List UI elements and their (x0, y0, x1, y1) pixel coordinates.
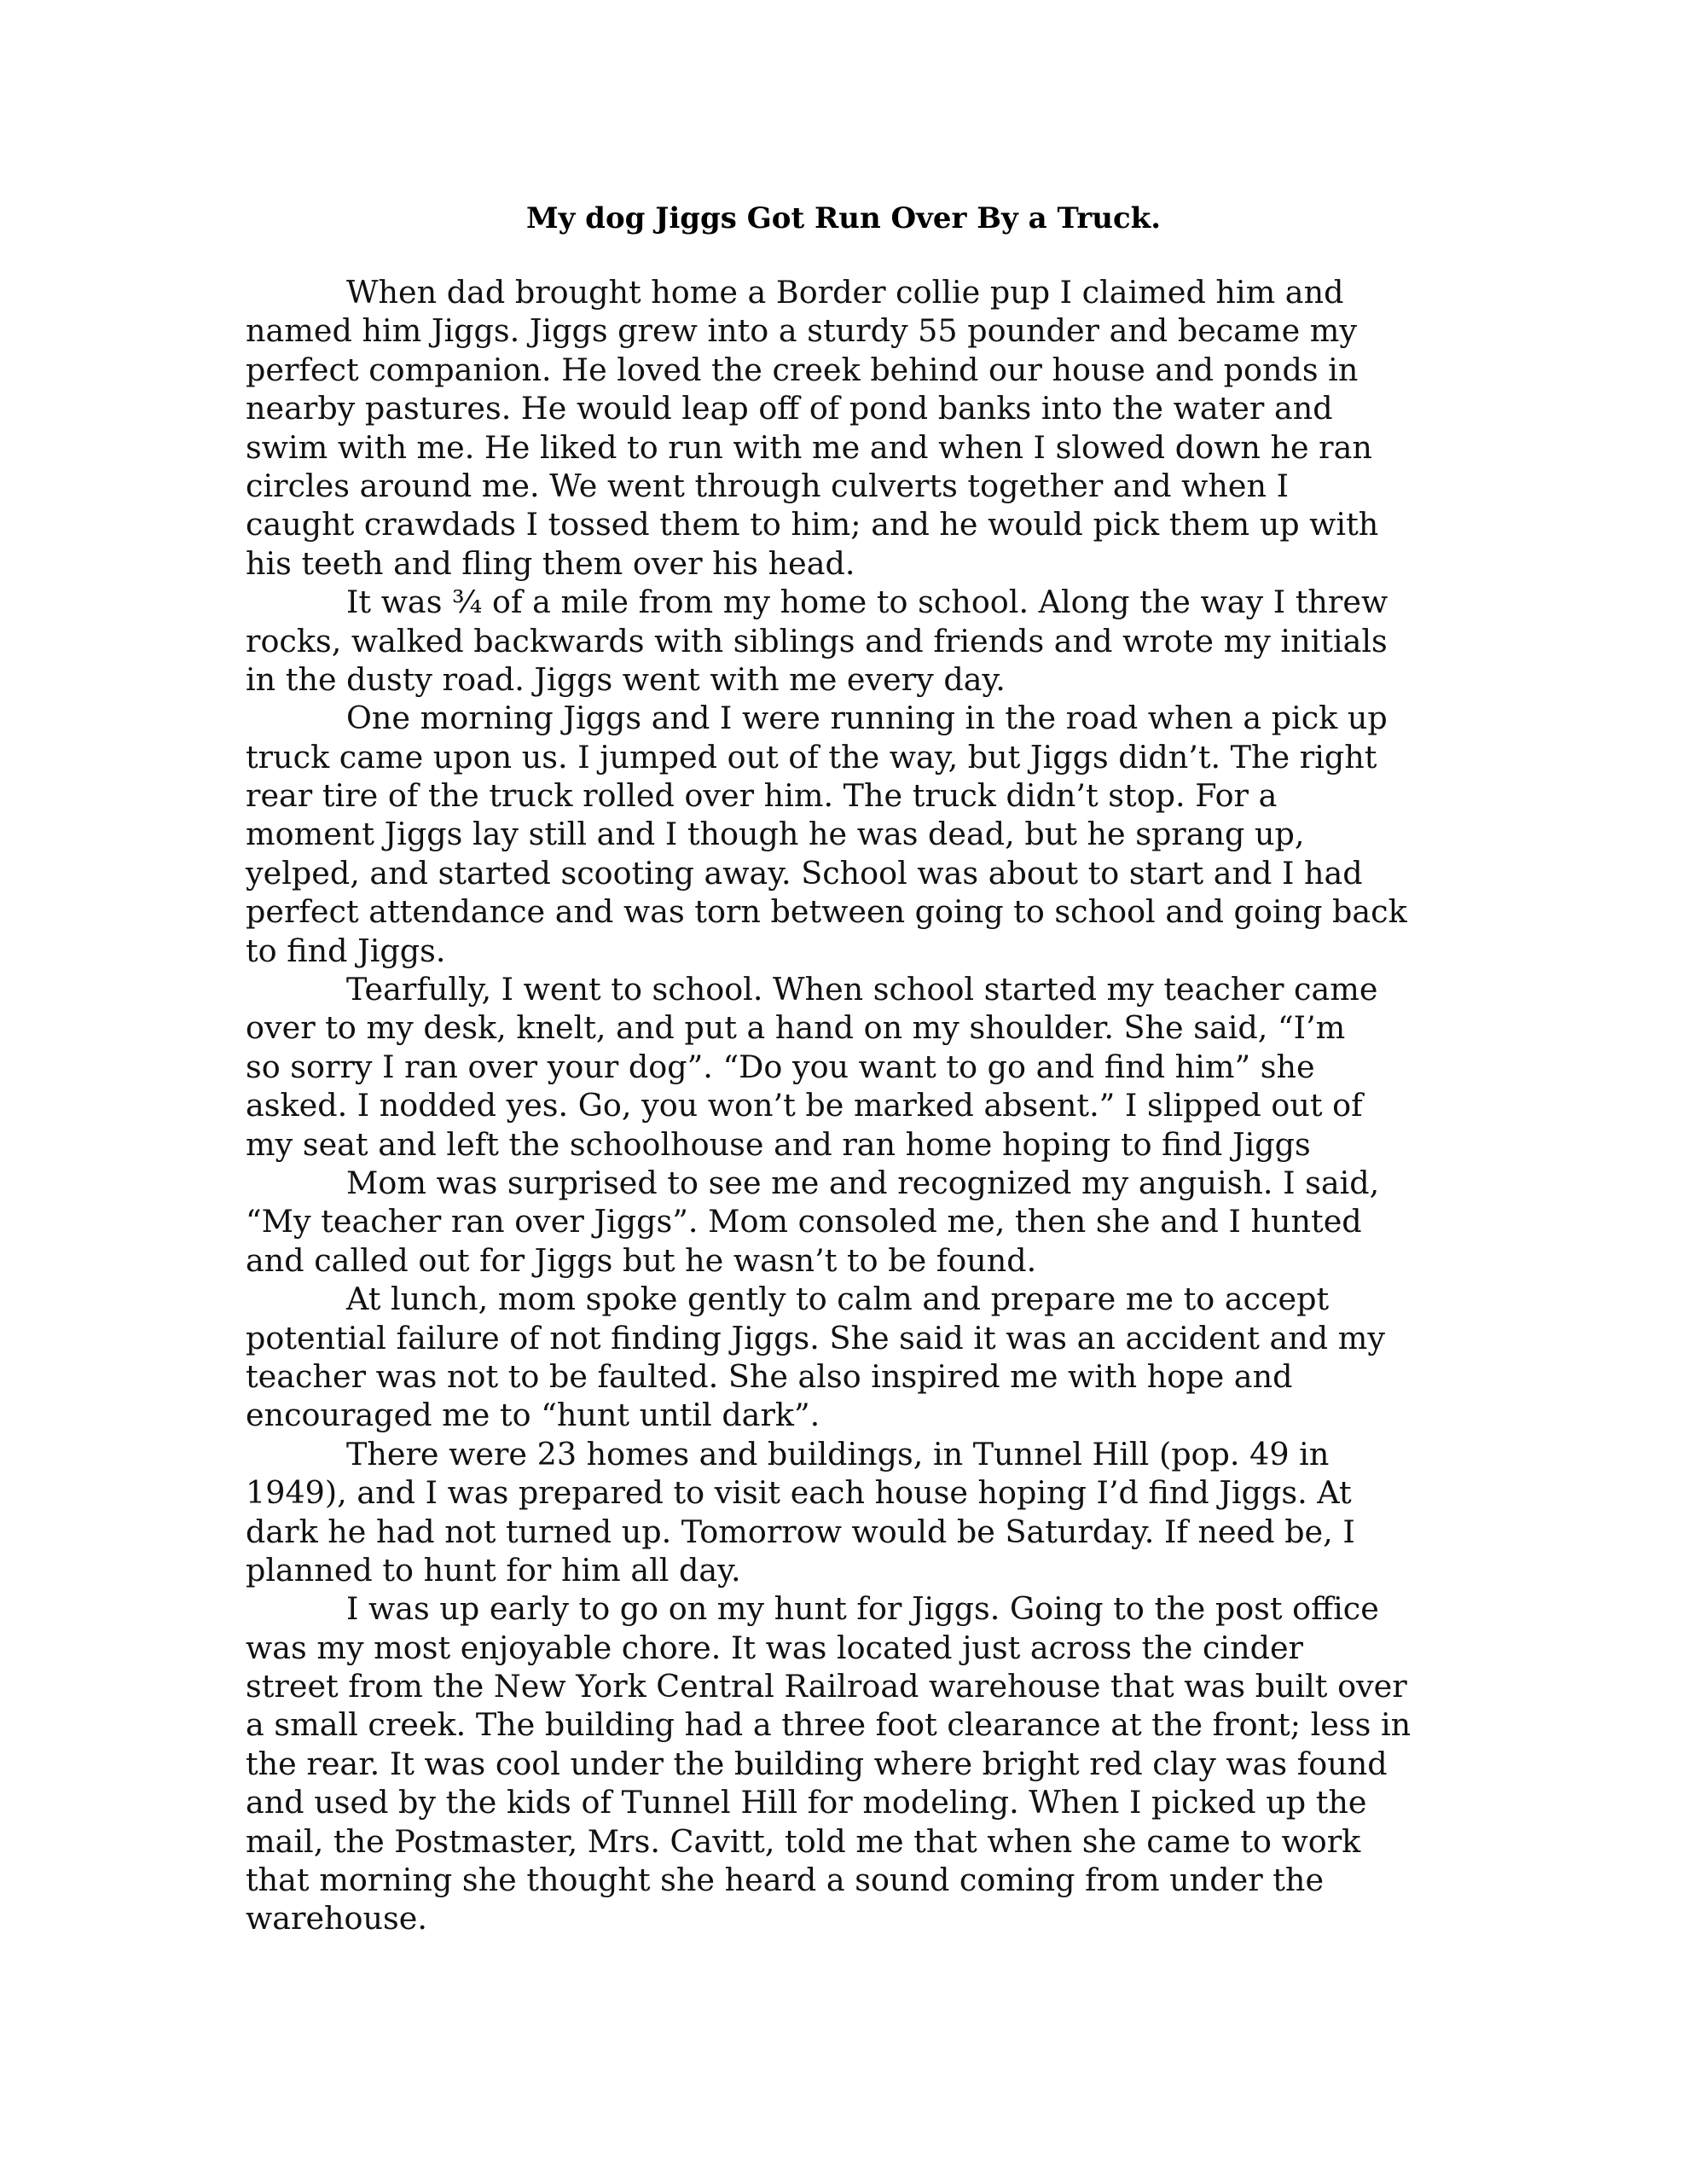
text-line: was my most enjoyable chore. It was located just across the cinder (246, 1629, 1304, 1666)
text-line: moment Jiggs lay still and I though he was dead, but he sprang up, (246, 816, 1305, 853)
text-line: perfect attendance and was torn between going to school and going back (246, 893, 1407, 931)
paragraph-first-line: One morning Jiggs and I were running in the road when a pick up (346, 700, 1388, 737)
text-line: rear tire of the truck rolled over him. The truck didn’t stop. For a (246, 777, 1278, 815)
text-line: over to my desk, knelt, and put a hand on my shoulder. She said, “I’m (246, 1009, 1346, 1047)
text-line: caught crawdads I tossed them to him; and he would pick them up with (246, 506, 1379, 543)
text-line: named him Jiggs. Jiggs grew into a sturdy 55 pounder and became my (246, 312, 1358, 350)
paragraph-first-line: Mom was surprised to see me and recognized my anguish. I said, (346, 1164, 1380, 1201)
paragraph-first-line: Tearfully, I went to school. When school started my teacher came (346, 971, 1378, 1008)
text-line: potential failure of not finding Jiggs. She said it was an accident and my (246, 1319, 1385, 1356)
text-line: nearby pastures. He would leap off of pond banks into the water and (246, 390, 1333, 427)
text-line: planned to hunt for him all day. (246, 1551, 741, 1589)
text-line: rocks, walked backwards with siblings and friends and wrote my initials (246, 622, 1388, 659)
text-line: warehouse. (246, 1900, 427, 1937)
text-line: and used by the kids of Tunnel Hill for modeling. When I picked up the (246, 1784, 1367, 1821)
text-line: teacher was not to be faulted. She also inspired me with hope and (246, 1357, 1293, 1395)
text-line: mail, the Postmaster, Mrs. Cavitt, told me that when she came to work (246, 1822, 1361, 1860)
text-line: yelped, and started scooting away. School was about to start and I had (246, 854, 1363, 892)
paragraph-first-line: There were 23 homes and buildings, in Tunnel Hill (pop. 49 in (346, 1435, 1330, 1472)
text-line: 1949), and I was prepared to visit each house hoping I’d find Jiggs. At (246, 1474, 1352, 1512)
text-line: that morning she thought she heard a sound coming from under the (246, 1862, 1325, 1899)
paragraph-first-line: I was up early to go on my hunt for Jiggs. Going to the post office (346, 1590, 1379, 1628)
text-line: swim with me. He liked to run with me and when I slowed down he ran (246, 428, 1372, 466)
text-line: and called out for Jiggs but he wasn’t to be found. (246, 1241, 1037, 1279)
paragraph-first-line: It was ¾ of a mile from my home to school. Along the way I threw (346, 584, 1388, 621)
text-line: encouraged me to “hunt until dark”. (246, 1397, 820, 1434)
text-line: asked. I nodded yes. Go, you won’t be marked absent.” I slipped out of (246, 1087, 1363, 1124)
text-line: the rear. It was cool under the building where bright red clay was found (246, 1745, 1388, 1782)
text-line: to find Jiggs. (246, 932, 446, 969)
paragraph-first-line: At lunch, mom spoke gently to calm and prepare me to accept (346, 1281, 1330, 1318)
text-line: circles around me. We went through culverts together and when I (246, 467, 1289, 504)
text-line: street from the New York Central Railroad warehouse that was built over (246, 1668, 1407, 1705)
text-line: a small creek. The building had a three foot clearance at the front; less in (246, 1706, 1412, 1744)
text-line: his teeth and fling them over his head. (246, 544, 855, 582)
text-line: perfect companion. He loved the creek behind our house and ponds in (246, 351, 1359, 388)
text-line: so sorry I ran over your dog”. “Do you want to go and find him” she (246, 1048, 1315, 1085)
text-line: in the dusty road. Jiggs went with me every day. (246, 660, 1006, 698)
text-line: dark he had not turned up. Tomorrow would be Saturday. If need be, I (246, 1513, 1355, 1550)
text-line: my seat and left the schoolhouse and ran home hoping to find Jiggs (246, 1125, 1311, 1163)
text-line: “My teacher ran over Jiggs”. Mom consoled me, then she and I hunted (246, 1203, 1362, 1240)
document-title: My dog Jiggs Got Run Over By a Truck. (525, 201, 1162, 235)
paragraph-first-line: When dad brought home a Border collie pup I claimed him and (346, 274, 1344, 311)
text-line: truck came upon us. I jumped out of the way, but Jiggs didn’t. The right (246, 738, 1377, 775)
document-body (246, 273, 1474, 1938)
